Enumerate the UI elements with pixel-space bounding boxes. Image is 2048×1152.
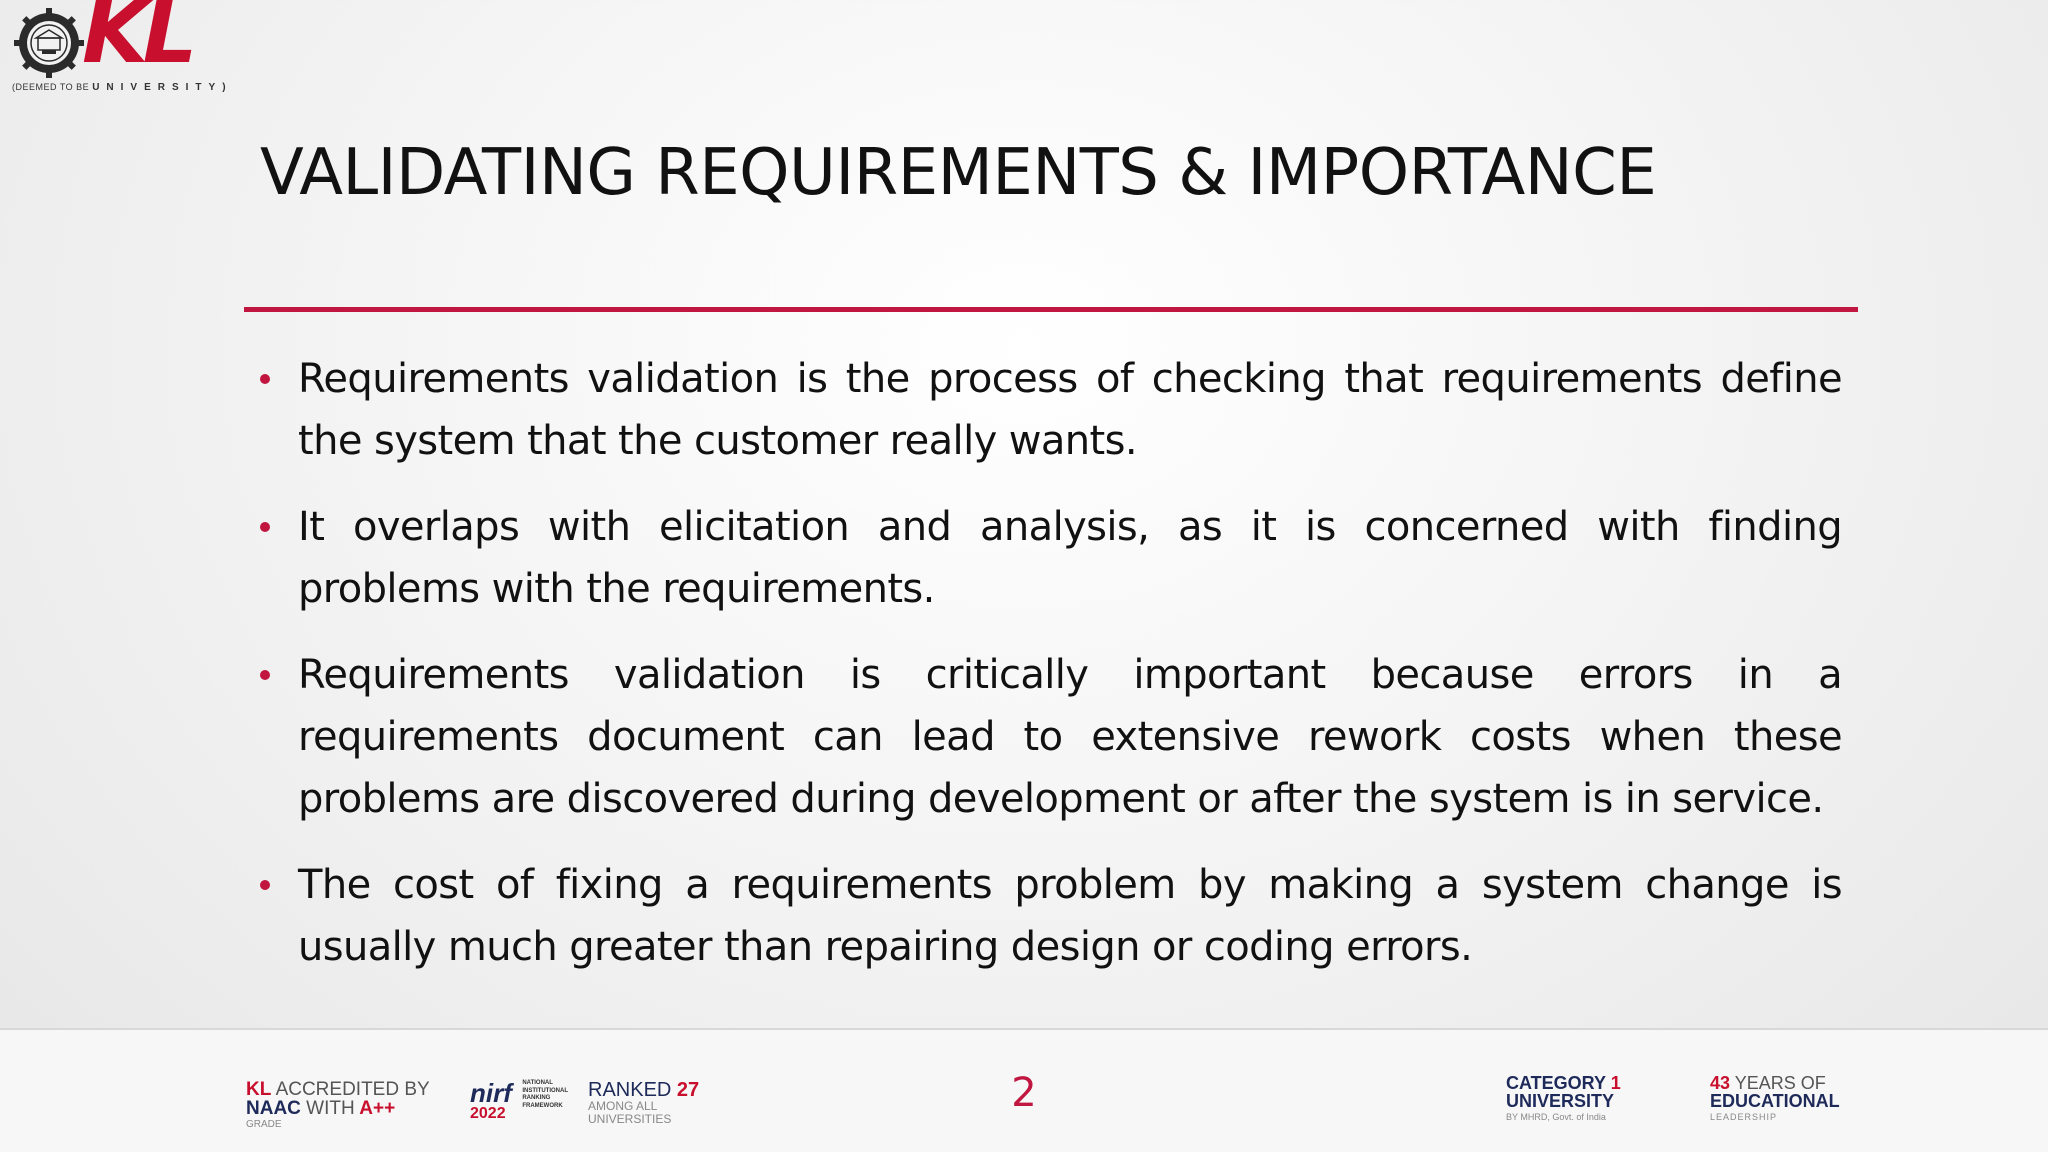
years-number: 43	[1710, 1073, 1731, 1093]
bullet-text: It overlaps with elicitation and analysis, as it is concerned with finding problems with the requirements.	[298, 504, 1842, 612]
category-number: 1	[1610, 1073, 1621, 1093]
logo-subtitle-prefix: (DEEMED TO BE	[12, 82, 90, 92]
years-line1: YEARS OF	[1734, 1073, 1826, 1093]
bullet-dot-icon	[260, 522, 270, 532]
nirf-fw-1: NATIONAL	[522, 1080, 553, 1086]
university-logo	[12, 0, 233, 96]
ranked-line2: AMONG ALL	[588, 1099, 658, 1113]
nirf-framework	[522, 1080, 568, 1110]
logo-subtitle-main: UNIVERSITY)	[92, 82, 233, 93]
naac-accredited: ACCREDITED BY	[275, 1079, 430, 1100]
years-line3: LEADERSHIP	[1710, 1112, 1778, 1122]
bullet-dot-icon	[260, 670, 270, 680]
nirf-year: 2022	[470, 1105, 506, 1122]
category-line2: UNIVERSITY	[1506, 1091, 1615, 1111]
bullet-text: Requirements validation is the process of checking that requirements define the system that the customer really wants.	[298, 356, 1842, 464]
years-badge	[1710, 1074, 1840, 1122]
slide-footer	[0, 1028, 2048, 1152]
ranked-badge	[588, 1080, 699, 1125]
nirf-name: nirf	[470, 1078, 512, 1108]
logo-kl-mark: KL	[82, 0, 192, 83]
page-number: 2	[1011, 1070, 1037, 1116]
bullet-item	[256, 496, 1842, 620]
bullet-text: Requirements validation is critically important because errors in a requirements document can lead to extensive rework costs when these problems are discovered during development or after the system is in service.	[298, 652, 1842, 822]
years-line2: EDUCATIONAL	[1710, 1091, 1840, 1111]
bullet-list	[256, 348, 1842, 1002]
naac-badge	[246, 1080, 430, 1130]
bullet-dot-icon	[260, 374, 270, 384]
category-label: CATEGORY	[1506, 1073, 1606, 1093]
bullet-item	[256, 854, 1842, 978]
naac-kl: KL	[246, 1079, 272, 1100]
bullet-dot-icon	[260, 880, 270, 890]
naac-grade-label: GRADE	[246, 1119, 282, 1130]
slide-title: VALIDATING REQUIREMENTS & IMPORTANCE	[260, 136, 1657, 210]
ranked-label: RANKED	[588, 1079, 672, 1101]
category-badge	[1506, 1074, 1621, 1122]
category-line3: BY MHRD, Govt. of India	[1506, 1112, 1606, 1122]
naac-name: NAAC	[246, 1098, 301, 1119]
bullet-item	[256, 348, 1842, 472]
title-divider	[244, 307, 1858, 312]
nirf-fw-4: FRAMEWORK	[522, 1102, 563, 1109]
bullet-text: The cost of fixing a requirements problem by making a system change is usually much greater than repairing design or coding errors.	[298, 862, 1842, 970]
logo-subtitle	[12, 82, 233, 93]
nirf-fw-3: RANKING	[522, 1095, 551, 1101]
nirf-fw-2: INSTITUTIONAL	[522, 1087, 569, 1094]
ranked-line3: UNIVERSITIES	[588, 1111, 672, 1126]
ranked-number: 27	[676, 1079, 700, 1101]
bullet-item	[256, 644, 1842, 830]
naac-with: WITH	[306, 1098, 355, 1119]
nirf-badge	[470, 1080, 568, 1122]
gear-seal-icon	[14, 8, 84, 78]
naac-grade: A++	[359, 1098, 396, 1119]
